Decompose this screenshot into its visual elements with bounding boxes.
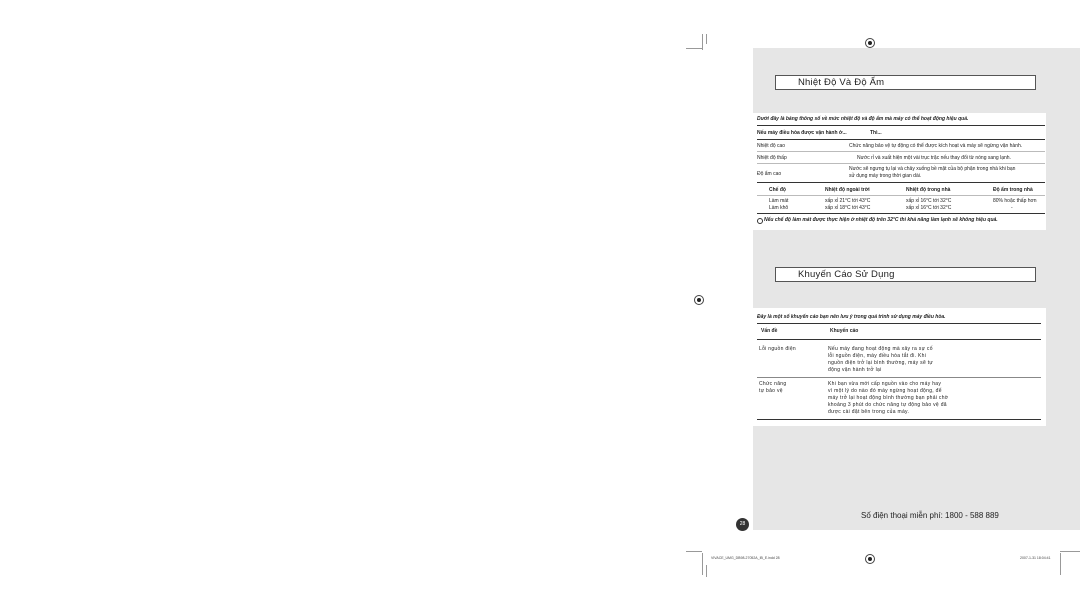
advice-row-1-line-1: Nếu máy đang hoạt động mà xảy ra sự cố <box>828 346 933 352</box>
page-number: 28 <box>739 521 746 527</box>
section-title-temperature <box>775 75 1036 90</box>
mode-row-2-indoor: xấp xỉ 16°C tới 32°C <box>906 205 952 211</box>
cond-header-2: Thì... <box>870 130 882 136</box>
advice-row-2-issue-line-1: Chức năng <box>759 381 787 387</box>
crop-mark <box>706 565 707 577</box>
temperature-content-panel <box>753 113 1046 230</box>
temperature-note: Nếu chế độ làm mát được thực hiện ở nhiệt độ trên 32°C thì khả năng làm lạnh sẽ không hiệu quả. <box>764 217 998 223</box>
advice-row-1-line-3: nguồn điện trở lại bình thường, máy sẽ tự <box>828 360 934 366</box>
cond-header-1: Nếu máy điều hòa được vận hành ở... <box>757 130 847 136</box>
section-title-text: Nhiệt Độ Và Độ Ẩm <box>798 77 885 88</box>
advice-header-2: Khuyến cáo <box>830 328 859 334</box>
advice-row-1-line-2: lỗi nguồn điện, máy điều hòa tắt đi. Khi <box>828 353 927 359</box>
cond-row-2-value: Nước rỉ và xuất hiện một vài trục trặc nếu thay đổi từ nóng sang lạnh. <box>857 155 1011 161</box>
mode-row-1-mode: Làm mát <box>769 198 789 204</box>
registration-mark-icon <box>865 38 875 48</box>
temperature-intro: Dưới đây là bảng thông số về mức nhiệt độ và độ ẩm mà máy có thể hoạt động hiệu quả. <box>757 116 969 122</box>
mode-row-2-mode: Làm khô <box>769 205 789 211</box>
mode-row-2-outdoor: xấp xỉ 18°C tới 43°C <box>825 205 871 211</box>
footer-file-name: VIVACE_UMG_DB98-27052A_IB_E.indd 28 <box>711 556 780 560</box>
cond-row-2-label: Nhiệt độ thấp <box>757 155 787 161</box>
divider <box>757 125 1045 126</box>
mode-header-2: Nhiệt độ ngoài trời <box>825 187 870 193</box>
mode-header-1: Chế độ <box>769 187 786 193</box>
advice-row-2-issue-line-2: tự bảo vệ <box>759 388 783 394</box>
divider <box>757 323 1041 324</box>
cond-row-1-value: Chức năng bảo vệ tự động có thể được kích hoạt và máy sẽ ngừng vận hành. <box>849 143 1023 149</box>
crop-mark <box>702 34 703 50</box>
advice-row-2-line-4: khoảng 3 phút do chức năng tự động bảo vệ đã <box>828 402 947 408</box>
divider <box>757 377 1041 378</box>
mode-row-1-indoor: xấp xỉ 16°C tới 32°C <box>906 198 952 204</box>
advice-row-2-line-1: Khi bạn vừa mới cấp nguồn vào cho máy hay <box>828 381 942 387</box>
crop-mark <box>1060 551 1080 552</box>
divider <box>757 213 1045 214</box>
section-title-advice <box>775 267 1036 282</box>
cond-row-1-label: Nhiệt độ cao <box>757 143 786 149</box>
divider <box>757 151 1045 152</box>
note-icon <box>757 218 763 224</box>
divider <box>757 163 1045 164</box>
cond-row-3-value-line-1: Nước sẽ ngưng tụ lại và chảy xuống bề mặt của bộ phận trong nhà khi bạn <box>849 166 1016 172</box>
crop-mark <box>706 34 707 44</box>
advice-intro: Đây là một số khuyến cáo bạn nên lưu ý trong quá trình sử dụng máy điều hòa. <box>757 314 946 320</box>
crop-mark <box>686 551 702 552</box>
mode-row-1-humidity: 80% hoặc thấp hơn <box>993 198 1037 204</box>
advice-content-panel <box>753 308 1046 426</box>
divider <box>757 339 1041 340</box>
page-number-badge <box>736 518 749 531</box>
mode-row-1-outdoor: xấp xỉ 21°C tới 43°C <box>825 198 871 204</box>
crop-mark <box>686 48 702 49</box>
divider <box>757 139 1045 140</box>
divider <box>757 195 1045 196</box>
divider <box>757 419 1041 420</box>
cond-row-3-value-line-2: sử dụng máy trong thời gian dài. <box>849 173 922 179</box>
advice-row-2-line-3: máy trở lại hoạt động bình thường bạn phải chờ <box>828 395 949 401</box>
crop-mark <box>702 553 703 575</box>
cond-row-3-label: Độ ẩm cao <box>757 171 782 177</box>
advice-row-1-line-4: động vận hành trở lại <box>828 367 882 373</box>
crop-mark <box>1060 553 1061 575</box>
hotline-text: Số điện thoại miễn phí: 1800 - 588 889 <box>861 511 999 520</box>
registration-mark-icon <box>694 295 704 305</box>
footer-timestamp: 2007-1-31 18:04:41 <box>1020 556 1051 560</box>
mode-header-4: Độ ẩm trong nhà <box>993 187 1033 193</box>
registration-mark-icon <box>865 554 875 564</box>
advice-row-1-issue: Lỗi nguồn điện <box>759 346 797 352</box>
mode-header-3: Nhiệt độ trong nhà <box>906 187 951 193</box>
mode-row-2-humidity: - <box>1011 205 1013 211</box>
section-title-text: Khuyến Cáo Sử Dụng <box>798 269 895 280</box>
divider <box>757 182 1045 183</box>
advice-row-2-line-2: vì một lý do nào đó máy ngừng hoạt động, để <box>828 388 942 394</box>
advice-header-1: Vấn đề <box>761 328 778 334</box>
advice-row-2-line-5: được cài đặt bên trong của máy. <box>828 409 910 415</box>
